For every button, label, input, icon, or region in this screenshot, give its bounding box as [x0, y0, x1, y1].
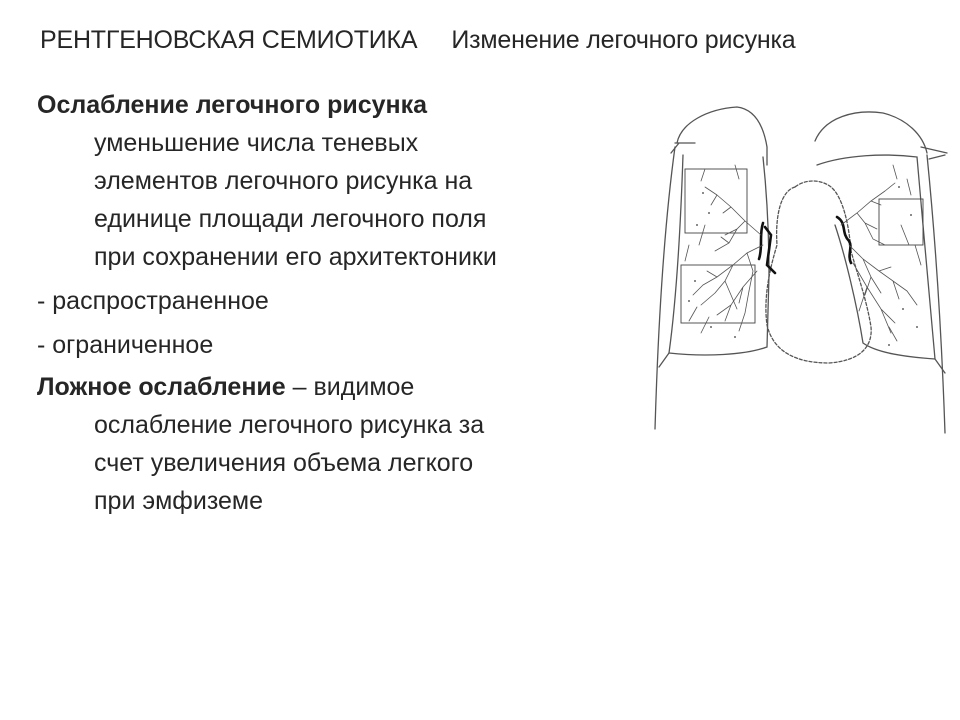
definition-1-term-line: [37, 86, 597, 124]
definition-2-line-1: ослабление легочного рисунка за: [94, 411, 485, 439]
definition-2-term-line: [37, 368, 597, 406]
vascular-pattern: [685, 165, 921, 341]
slide-subtitle: Изменение легочного рисунка: [451, 26, 796, 54]
heart-shadow: [766, 181, 871, 363]
left-hilum: [759, 223, 775, 273]
chest-wall-left-lower: [655, 147, 675, 429]
slide-body: [37, 86, 597, 520]
left-upper-region-frame: [685, 169, 747, 233]
chest-wall-right: [815, 112, 927, 153]
costophrenic-right: [935, 359, 945, 373]
right-region-frame: [879, 199, 923, 245]
definition-2-term: Ложное ослабление: [37, 373, 286, 401]
definition-1-line-2: элементов легочного рисунка на: [94, 167, 473, 195]
chest-wall-left: [677, 107, 767, 165]
definition-2-intro: – видимое: [285, 373, 415, 401]
definition-1-line-3: единице площади легочного поля: [94, 205, 487, 233]
left-lung-outline: [669, 155, 769, 355]
vascular-dots: [688, 186, 918, 346]
definition-1-term: Ослабление легочного рисунка: [37, 91, 428, 119]
right-lung-outline: [817, 155, 935, 359]
slide-header: [40, 26, 795, 55]
slide-title: РЕНТГЕНОВСКАЯ СЕМИОТИКА: [40, 26, 418, 54]
definition-2-line-2: счет увеличения объема легкого: [94, 449, 474, 477]
definition-1-line-1: уменьшение числа теневых: [94, 129, 419, 157]
type-limited: - ограниченное: [37, 331, 214, 359]
lungs-illustration: [645, 95, 960, 440]
clavicle-right: [921, 147, 947, 159]
chest-xray-diagram: [645, 95, 960, 440]
type-widespread: - распространенное: [37, 287, 269, 315]
costophrenic-left: [659, 353, 669, 367]
definition-2-line-3: при эмфиземе: [94, 487, 264, 515]
definition-1-line-4: при сохранении его архитектоники: [94, 243, 497, 271]
